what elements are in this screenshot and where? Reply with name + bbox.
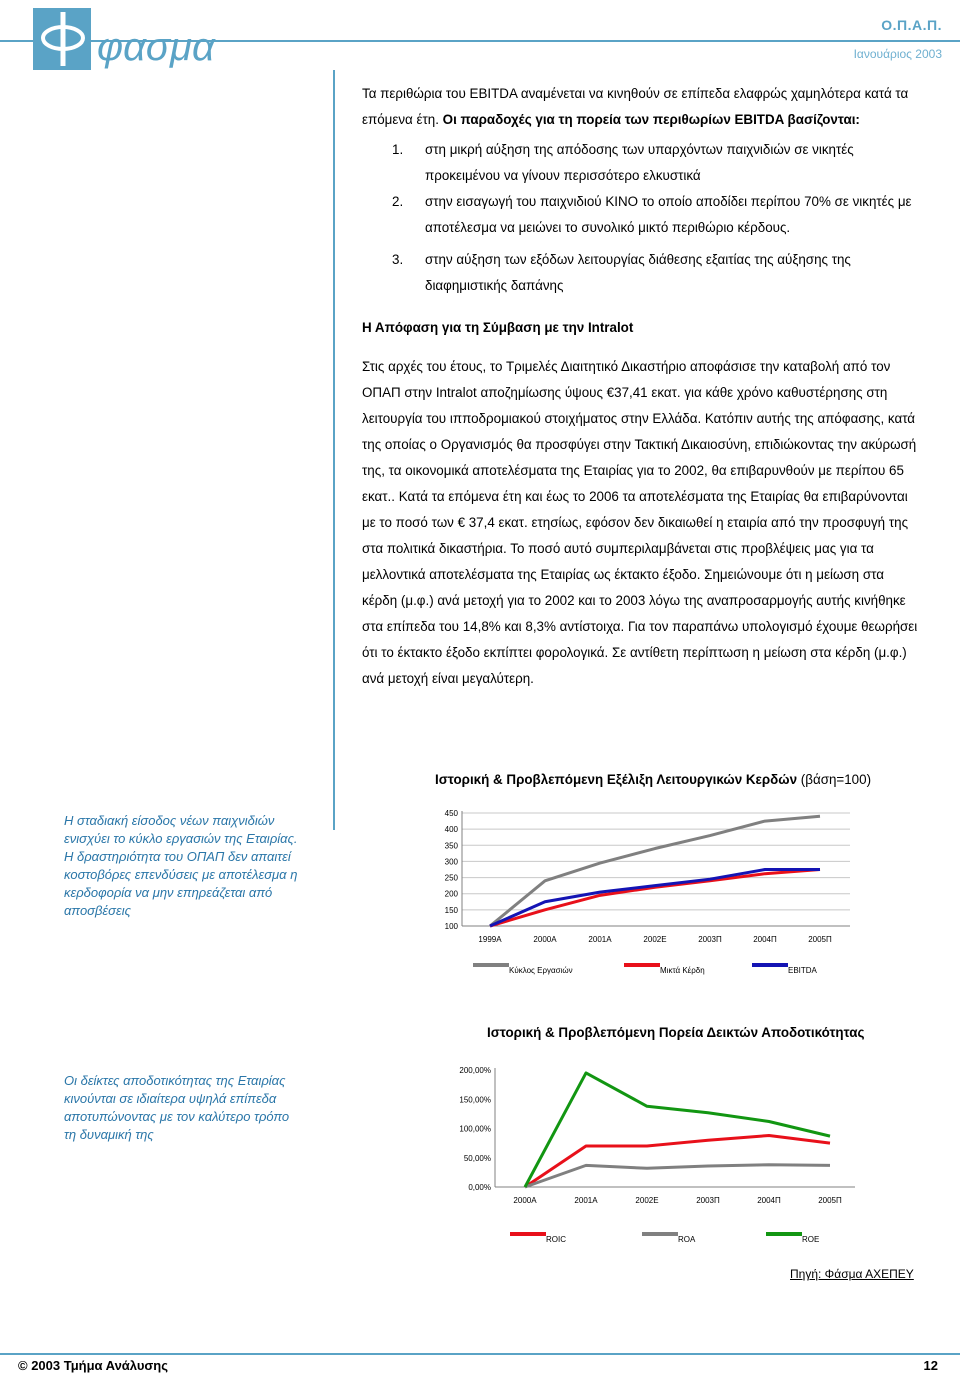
chart2-xtick-label: 2005Π [818, 1196, 842, 1205]
chart1-xtick-label: 2003Π [698, 935, 722, 944]
chart1-ytick-label: 100 [444, 922, 458, 931]
chart2-ytick-label: 50,00% [463, 1153, 491, 1163]
chart2-series-line [525, 1165, 830, 1187]
chart2-xtick-label: 2001A [574, 1196, 598, 1205]
chart2-xtick-label: 2003Π [696, 1196, 720, 1205]
page-number: 12 [923, 1358, 938, 1373]
list-item-text: στην εισαγωγή του παιχνιδιού ΚΙΝΟ το οποίο αποδίδει περίπου 70% σε νικητές με αποτέλεσμα να μειώνει το συνολικό μικτό περιθώριο κέρδους. [425, 194, 912, 235]
chart1-legend-label: Κύκλος Εργασιών [509, 966, 573, 975]
chart2-ytick-label: 200,00% [459, 1066, 491, 1075]
chart1-ytick-label: 250 [444, 873, 458, 883]
list-item-text: στη μικρή αύξηση της απόδοσης των υπαρχόντων παιχνιδιών σε νικητές προκειμένου να γίνουν περισσότερο ελκυστικά [425, 142, 854, 183]
chart1-legend-label: EBITDA [788, 966, 817, 975]
chart1-legend-label: Μικτά Κέρδη [660, 966, 705, 975]
chart1-xtick-label: 1999A [478, 935, 502, 944]
chart1-ytick-label: 400 [444, 825, 458, 835]
intro-bold: Οι παραδοχές για τη πορεία των περιθωρίων EBITDA βασίζονται: [442, 112, 860, 127]
chart2-ytick-label: 0,00% [468, 1183, 491, 1192]
chart2-legend-label: ROE [802, 1235, 820, 1244]
chart1-xtick-label: 2004Π [753, 935, 777, 944]
logo-text: φασμα [97, 25, 215, 69]
chart1-title-text: Ιστορική & Προβλεπόμενη Εξέλιξη Λειτουργικών Κερδών [435, 772, 798, 787]
side-note-profitability: Οι δείκτες αποδοτικότητας της Εταιρίας κινούνται σε ιδιαίτερα υψηλά επίπεδα αποτυπώνοντας με τον καλύτερο τρόπο τη δυναμική της [64, 1073, 290, 1142]
footer-copyright: © 2003 Τμήμα Ανάλυσης [18, 1358, 168, 1373]
source-note: Πηγή: Φάσμα ΑΧΕΠΕΥ [790, 1267, 914, 1281]
list-item-number: 3. [392, 252, 404, 267]
chart1-xtick-label: 2002E [643, 935, 667, 944]
chart1-xtick-label: 2005Π [808, 935, 832, 944]
list-item-number: 2. [392, 194, 404, 209]
chart2-title: Ιστορική & Προβλεπόμενη Πορεία Δεικτών Αποδοτικότητας [487, 1025, 865, 1040]
chart1-ytick-label: 300 [444, 857, 458, 867]
chart1-ytick-label: 450 [444, 809, 458, 818]
list-item-text: στην αύξηση των εξόδων λειτουργίας διάθεσης εξαιτίας της αύξησης της διαφημιστικής δαπάνης [425, 252, 851, 293]
chart2-xtick-label: 2004Π [757, 1196, 781, 1205]
chart2-xtick-label: 2002E [635, 1196, 659, 1205]
chart2-xtick-label: 2000A [513, 1196, 537, 1205]
chart2-ytick-label: 100,00% [459, 1124, 491, 1134]
section-paragraph: Στις αρχές του έτους, το Τριμελές Διαιτητικό Δικαστήριο αποφάσισε την καταβολή από τον ΟΠΑΠ στην Intralot αποζημίωσης ύψους €37,41 εκατ. για κάθε χρόνο καθυστέρησης στη λειτουργία του ιπποδρομιακού στοιχήματος στην Ελλάδα. Κατόπιν αυτής της απόφασης, κατά της οποίας ο Οργανισμός θα προσφύγει στην Τακτική Δικαιοσύνη, επιδιώκοντας την ακύρωσή της, τα οικονομικά αποτελέσματα της Εταιρίας για το 2002, θα επιβαρυνθούν με περίπου 65 εκατ.. Κατά τα επόμενα έτη και έως το 2006 τα αποτελέσματα της Εταιρίας θα επιβαρύνονται με το ποσό των € 37,4 εκατ. ετησίως, εφόσον δεν δικαιωθεί η εταιρία από την προσφυγή της στα πολιτικά δικαστήρια. Το ποσό αυτό συμπεριλαμβάνεται στις προβλέψεις μας για τα μελλοντικά αποτελέσματα της Εταιρίας ως έκτακτο έξοδο. Σημειώνουμε ότι η μείωση στα κέρδη (μ.φ.) ανά μετοχή για το 2002 και το 2003 λόγω της αναπροσαρμογής αυτής κινήθηκε στα επίπεδα του 14,8% και 8,3% αντίστοιχα. Για τον παραπάνω υπολογισμό έχουμε θεωρήσει ότι το έκτακτο έξοδο εκπίπτει φορολογικά. Σε αντίθετη περίπτωση η μείωση στα κέρδη (μ.φ.) ανά μετοχή είναι μεγαλύτερη. [362, 359, 918, 686]
section-title: Η Απόφαση για τη Σύμβαση με την Intralot [362, 320, 634, 335]
list-item-number: 1. [392, 142, 404, 157]
chart2-legend-label: ROIC [546, 1235, 566, 1244]
chart1-ytick-label: 200 [444, 889, 458, 899]
intro-text: Τα περιθώρια του EBITDA αναμένεται να κινηθούν σε επίπεδα ελαφρώς χαμηλότερα κατά τα επόμενα έτη. [362, 86, 909, 127]
chart2-series-line [525, 1136, 830, 1187]
side-note-revenue: Η σταδιακή είσοδος νέων παιχνιδιών ενισχύει το κύκλο εργασιών της Εταιρίας. Η δραστηριότητα του ΟΠΑΠ δεν απαιτεί κοστοβόρες επενδύσεις με αποτέλεσμα η κερδοφορία να μην επηρεάζεται από αποσβέσεις [64, 813, 298, 918]
chart1-xtick-label: 2001A [588, 935, 612, 944]
chart2-legend-label: ROA [678, 1235, 696, 1244]
chart2-ytick-label: 150,00% [459, 1095, 491, 1105]
chart1-ytick-label: 150 [444, 905, 458, 915]
chart1-title-suffix: (βάση=100) [800, 772, 872, 787]
report-date: Ιανουάριος 2003 [853, 47, 942, 61]
chart1-xtick-label: 2000A [533, 935, 557, 944]
footer-rule [0, 1353, 960, 1355]
chart1-ytick-label: 350 [444, 841, 458, 851]
organization-name: Ο.Π.Α.Π. [881, 17, 942, 33]
